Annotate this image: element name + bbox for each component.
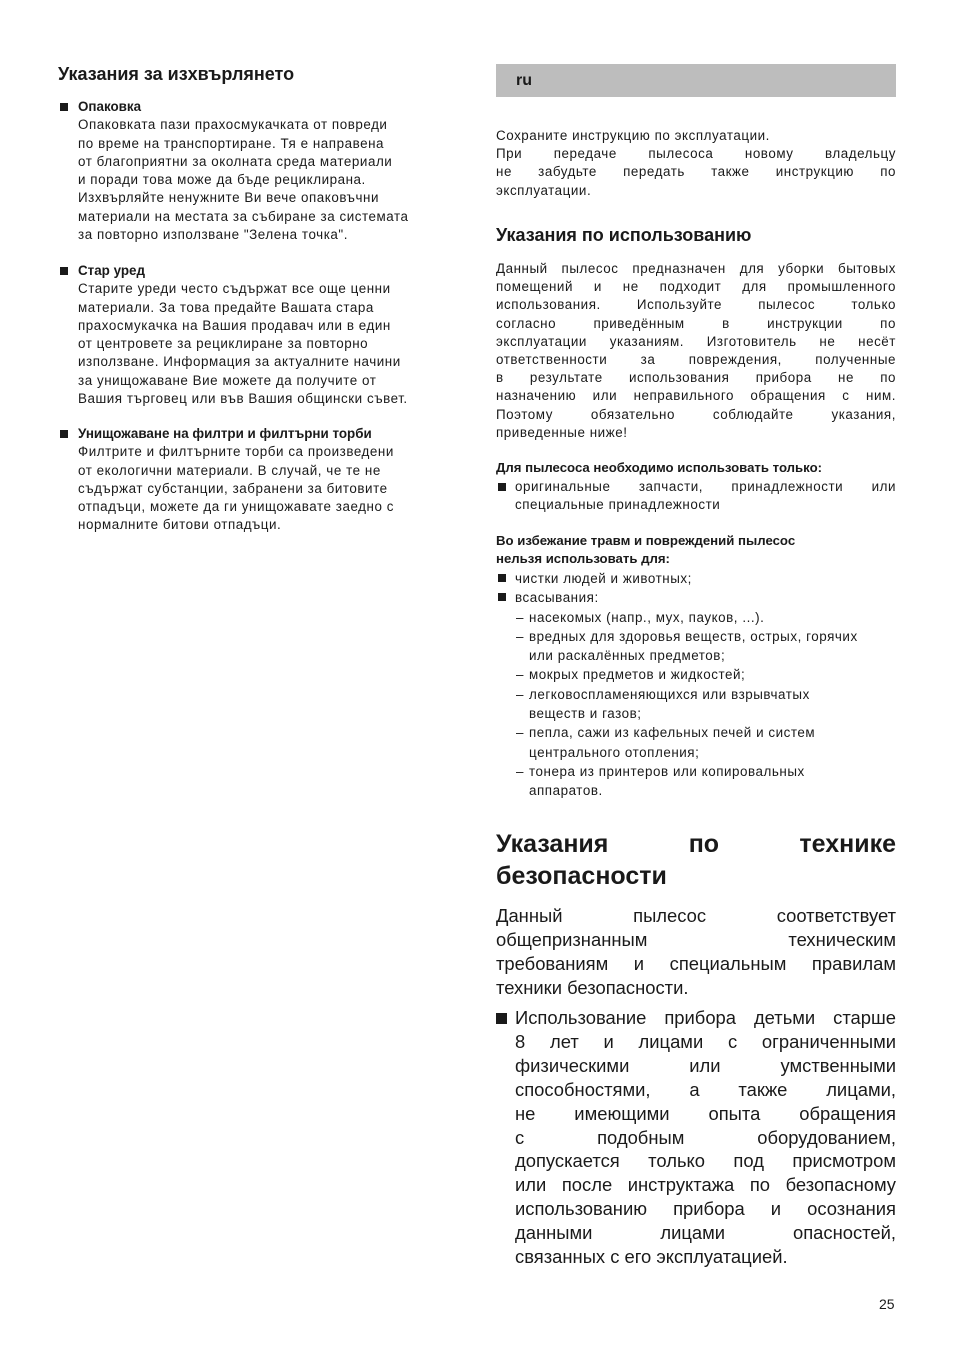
list-item: Использование прибора детьми старше 8 лет и лицами с ограниченными физическими или умственными способностями, а также лицами, не имеющими опыта обращения с подобным оборудованием, допускается только под присмотром или после инструктажа по безопасному использованию прибора и осознания данными лицами опасностей, связанных с его эксплуатацией. — [496, 1006, 896, 1269]
sub-list-item-cont: или раскалённых предметов; — [529, 648, 726, 664]
bullet-square-icon — [498, 593, 506, 601]
sub-list-item: – вредных для здоровья веществ, острых, горячих — [516, 628, 858, 644]
sub-list-item-cont: веществ и газов; — [529, 706, 642, 722]
item-title: Опаковка — [78, 99, 142, 114]
avoid-list — [496, 569, 896, 801]
item-title: Унищожаване на филтри и филтърни торби — [78, 426, 372, 441]
page-number: 25 — [879, 1296, 895, 1312]
bullet-square-icon — [60, 430, 68, 438]
sub-list-item: – насекомых (напр., мух, пауков, ...). — [516, 609, 765, 625]
safety-intro-paragraph: Данный пылесос соответствует общепризнанным техническим требованиям и специальным правилам техники безопасности. — [496, 905, 896, 998]
only-use-list — [496, 478, 896, 514]
bullet-square-icon — [498, 574, 506, 582]
sub-list-item: – легковоспламеняющихся или взрывчатых — [516, 686, 810, 702]
sub-list-item: – мокрых предметов и жидкостей; — [516, 667, 746, 683]
list-item: оригинальные запчасти, принадлежности или специальные принадлежности — [496, 478, 896, 514]
disposal-item-packaging — [58, 98, 456, 244]
avoid-heading: Во избежание травм и повреждений пылесос нельзя использовать для: — [496, 533, 796, 567]
disposal-item-old-appliance — [58, 262, 456, 408]
disposal-item-filters — [58, 425, 456, 535]
sub-list-item: – тонера из принтеров или копировальных — [516, 763, 805, 779]
sub-list-item: – пепла, сажи из кафельных печей и систем — [516, 725, 816, 741]
item-text: Филтрите и филтърните торби са произведени от екологични материали. В случай, че те не съдържат субстанции, забранени за битовите отпадъци, можете да ги унищожавате заедно с нормалните битови отпадъци. — [78, 444, 395, 533]
list-item: чистки людей и животных; — [496, 569, 896, 588]
bullet-square-icon — [496, 1013, 507, 1024]
language-code: ru — [516, 72, 532, 89]
language-bar — [496, 64, 896, 97]
item-text: Опаковката пази прахосмукачката от повреди по време на транспортиране. Тя е направена от благоприятни за околната среда материали и поради това може да бъде рециклирана. Изхвърляйте ненужните Ви вече опаковъчни материали на местата за събиране за системата за повторно използване "Зелена точка". — [78, 117, 409, 243]
bullet-square-icon — [60, 267, 68, 275]
item-text: Старите уреди често съдържат все още ценни материали. За това предайте Вашата стара прахосмукачка на Вашия продавач или в един от центровете за рециклиране за повторно използване. Информация за актуалните начини за унищожаване Вие можете да получите от Вашия търговец или във Вашия общински съвет. — [78, 281, 408, 407]
safety-heading: Указания по технике безопасности — [496, 830, 896, 890]
only-use-heading: Для пылесоса необходимо использовать только: — [496, 460, 823, 475]
bullet-square-icon — [498, 483, 506, 491]
item-title: Стар уред — [78, 263, 145, 278]
intro-paragraph: Сохраните инструкцию по эксплуатации. При передаче пылесоса новому владельцу не забудьте передать также инструкцию по эксплуатации. — [496, 128, 896, 198]
safety-list — [496, 1006, 896, 1269]
sub-list-item-cont: аппаратов. — [529, 783, 603, 799]
list-item: всасывания: — [496, 588, 896, 607]
bullet-square-icon — [60, 103, 68, 111]
usage-paragraph: Данный пылесос предназначен для уборки бытовых помещений и не подходит для промышленного использования. Используйте пылесос только согласно приведённым в инструкции по эксплуатации указаниям. Изготовитель не несёт ответственности за повреждения, полученные в результате использования прибора не по назначению или неправильного обращения с ним. Поэтому обязательно соблюдайте указания, приведенные ниже! — [496, 261, 896, 440]
disposal-heading: Указания за изхвърлянето — [58, 64, 295, 84]
usage-heading: Указания по использованию — [496, 225, 752, 245]
sub-list-item-cont: центрального отопления; — [529, 744, 700, 760]
